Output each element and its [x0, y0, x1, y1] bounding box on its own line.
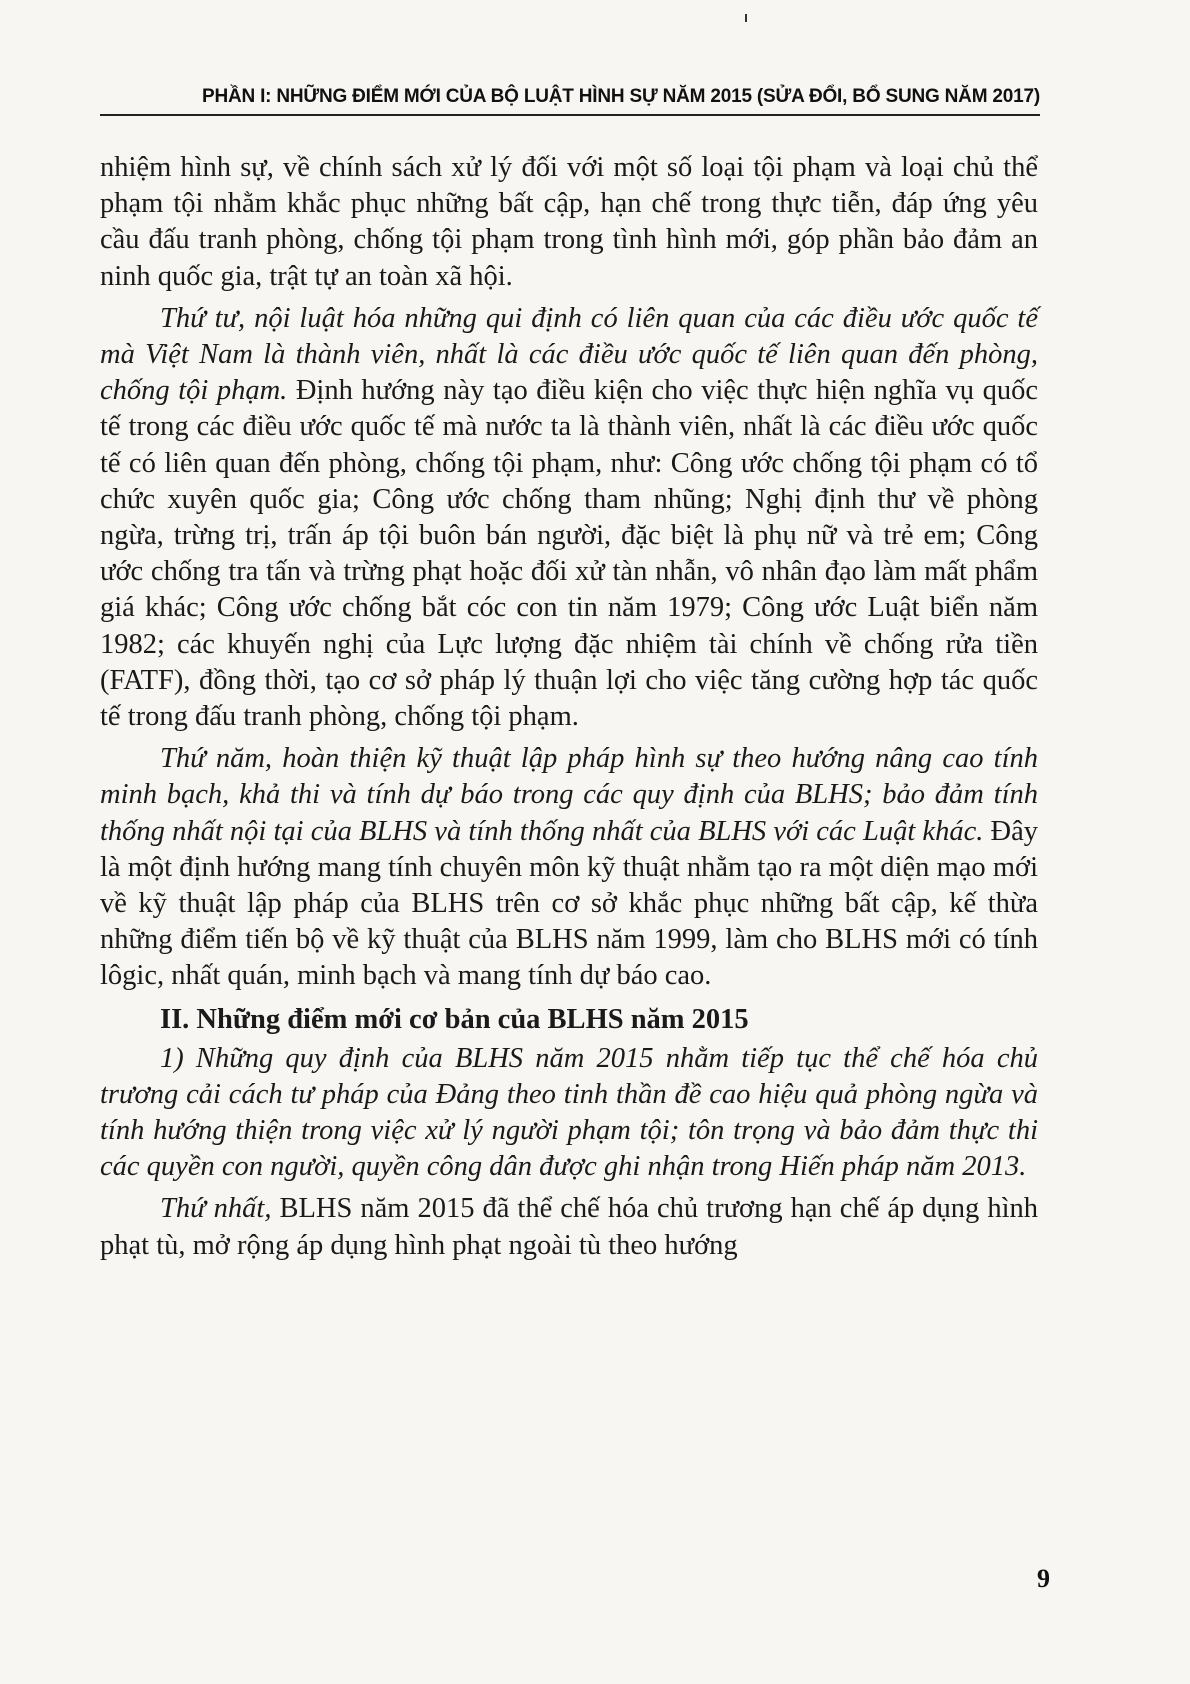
paragraph-thu-nhat-lead: Thứ nhất, — [160, 1193, 272, 1225]
header-rule — [100, 114, 1040, 116]
paragraph-thu-nhat-body: BLHS năm 2015 đã thể chế hóa chủ trương hạn chế áp dụng hình phạt tù, mở rộng áp dụng hình phạt ngoài tù theo hướng — [100, 1193, 1038, 1261]
paragraph-thu-nam-body: Đây là một định hướng mang tính chuyên môn kỹ thuật nhằm tạo ra một diện mạo mới về kỹ thuật lập pháp của BLHS trên cơ sở khắc phục những bất cập, kế thừa những điểm tiến bộ về kỹ thuật của BLHS năm 1999, làm cho BLHS mới có tính lôgic, nhất quán, minh bạch và mang tính dự báo cao. — [100, 815, 1039, 992]
paragraph-thu-tu — [100, 301, 1038, 735]
page-number: 9 — [1037, 1564, 1050, 1593]
scan-speck — [745, 14, 747, 22]
paragraph-thu-nhat — [100, 1191, 1038, 1263]
paragraph-thu-nam — [100, 741, 1038, 994]
page-body — [100, 150, 1038, 1264]
paragraph-thu-nam-lead: Thứ năm, hoàn thiện kỹ thuật lập pháp hình sự theo hướng nâng cao tính minh bạch, khả thi và tính dự báo trong các quy định của BLHS; bảo đảm tính thống nhất nội tại của BLHS và tính thống nhất của BLHS với các Luật khác. — [100, 743, 1038, 847]
paragraph-continuation: nhiệm hình sự, về chính sách xử lý đối với một số loại tội phạm và loại chủ thể phạm tội nhằm khắc phục những bất cập, hạn chế trong thực tiễn, đáp ứng yêu cầu đấu tranh phòng, chống tội phạm trong tình hình mới, góp phần bảo đảm an ninh quốc gia, trật tự an toàn xã hội. — [100, 152, 1038, 292]
paragraph-subsection-1 — [100, 1041, 1038, 1186]
running-header: PHẦN I: NHỮNG ĐIỂM MỚI CỦA BỘ LUẬT HÌNH SỰ NĂM 2015 (SỬA ĐỔI, BỔ SUNG NĂM 2017) — [201, 86, 1040, 107]
paragraph-thu-tu-lead: Thứ tư, nội luật hóa những qui định có liên quan của các điều ước quốc tế mà Việt Nam là thành viên, nhất là các điều ước quốc tế liên quan đến phòng, chống tội phạm. — [100, 302, 1038, 407]
paragraph-subsection-1-text: 1) Những quy định của BLHS năm 2015 nhằm tiếp tục thể chế hóa chủ trương cải cách tư pháp của Đảng theo tinh thần đề cao hiệu quả phòng ngừa và tính hướng thiện trong việc xử lý người phạm tội; tôn trọng và bảo đảm thực thi các quyền con người, quyền công dân được ghi nhận trong Hiến pháp năm 2013. — [100, 1042, 1038, 1183]
paragraph-thu-tu-body: Định hướng này tạo điều kiện cho việc thực hiện nghĩa vụ quốc tế trong các điều ước quốc tế mà nước ta là thành viên, nhất là các điều ước quốc tế có liên quan đến phòng, chống tội phạm, như: Công ước chống tội phạm có tổ chức xuyên quốc gia; Công ước chống tham nhũng; Nghị định thư về phòng ngừa, trừng trị, trấn áp tội buôn bán người, đặc biệt là phụ nữ và trẻ em; Công ước chống tra tấn và trừng phạt hoặc đối xử tàn nhẫn, vô nhân đạo làm mất phẩm giá khác; Công ước chống bắt cóc con tin năm 1979; Công ước Luật biển năm 1982; các khuyến nghị của Lực lượng đặc nhiệm tài chính về chống rửa tiền (FATF), đồng thời, tạo cơ sở pháp lý thuận lợi cho việc tăng cường hợp tác quốc tế trong đấu tranh phòng, chống tội phạm. — [100, 375, 1038, 733]
section-heading: II. Những điểm mới cơ bản của BLHS năm 2015 — [160, 1003, 749, 1035]
